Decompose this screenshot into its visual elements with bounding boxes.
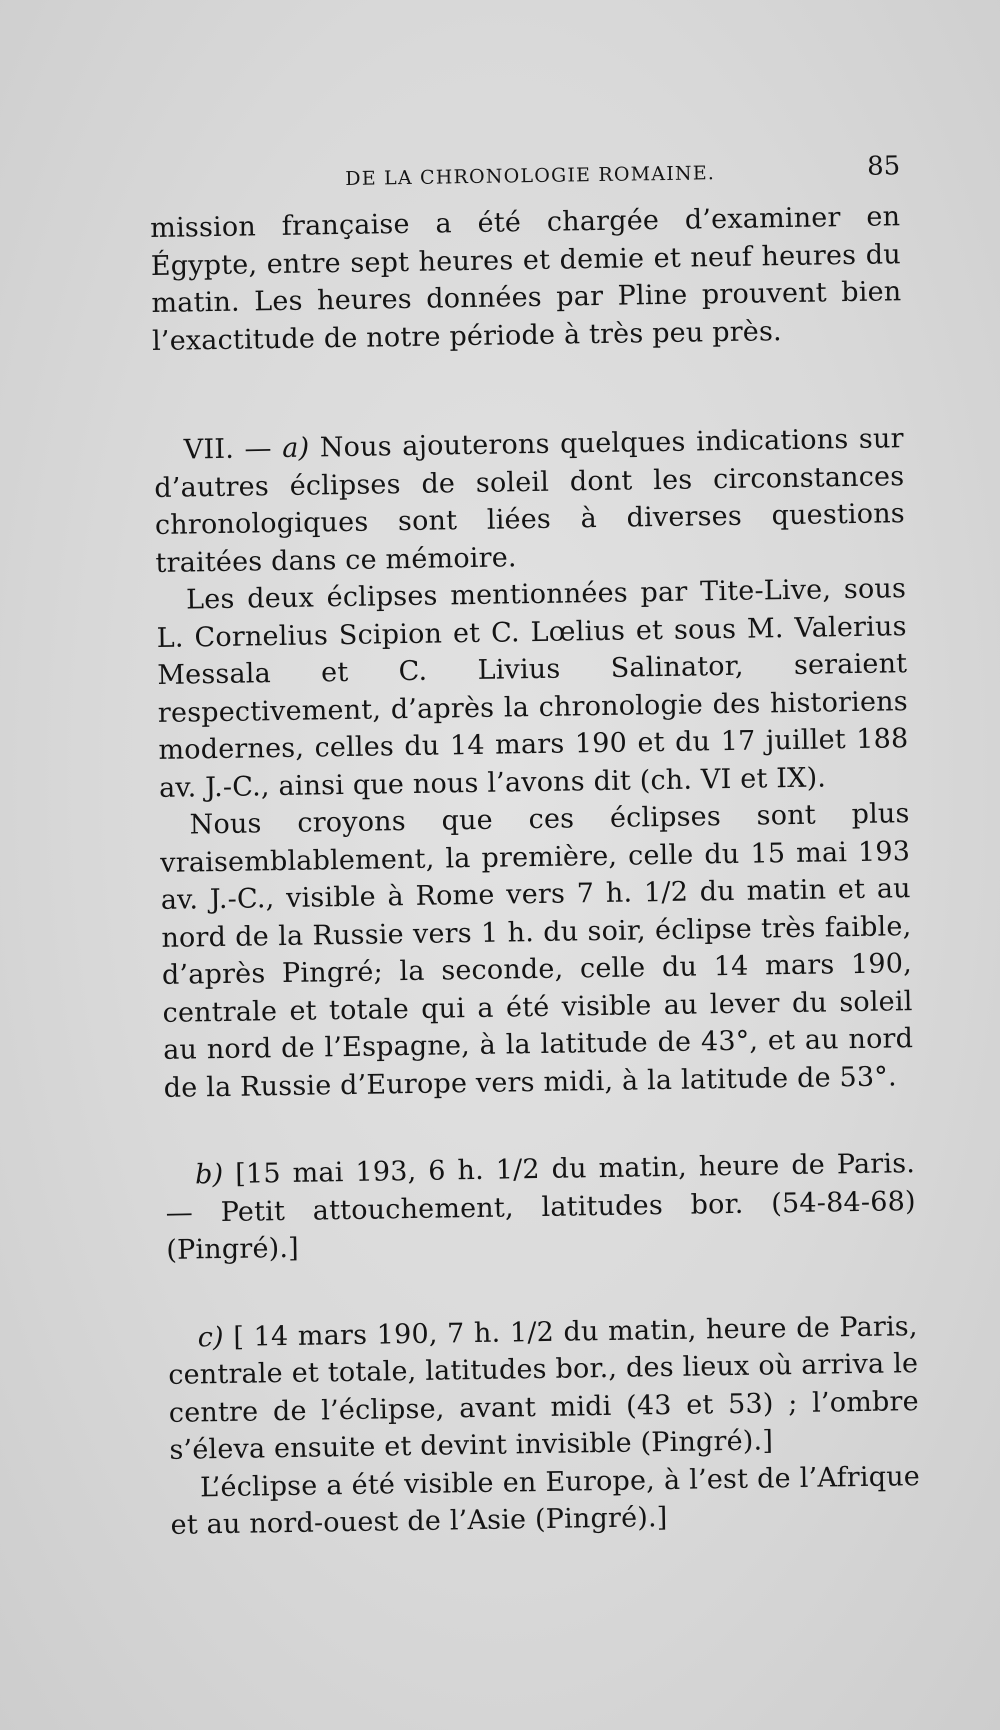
page-body: [150, 198, 921, 1544]
item-marker-b: b): [194, 1158, 224, 1191]
item-b-text: [15 mai 193, 6 h. 1/2 du matin, heure de Paris. — Petit attouchement, latitudes bor. (54-84-68) (Pingré).]: [165, 1148, 916, 1266]
section-vii-text: Nous ajouterons quelques indications sur d’autres éclipses de soleil dont les circonstances chronologiques sont liées à diverses questions traitées dans ce mémoire.: [154, 423, 906, 579]
paragraph-item-b: [165, 1145, 917, 1269]
section-number: VII. —: [183, 433, 272, 466]
paragraph-section-vii: [153, 420, 905, 582]
paragraph-hypothesis: Nous croyons que ces éclipses sont plus vraisemblablement, la première, celle du 15 mai 193 av. J.-C., visible à Rome vers 7 h. 1/2 du matin et au nord de la Russie vers 1 h. du soir, éclipse très faible, d’après Pingré; la seconde, celle du 14 mars 190, centrale et totale qui a été visible au lever du soleil au nord de l’Espagne, à la latitude de 43°, et au nord de la Russie d’Europe vers midi, à la latitude de 53°.: [160, 798, 914, 1104]
page-number: 85: [866, 151, 901, 182]
paragraph-tite-live: Les deux éclipses mentionnées par Tite-Live, sous L. Cornelius Scipion et C. Lœlius et sous M. Valerius Messala et C. Livius Salinator, seraient respectivement, d’après la chronologie des historiens modernes, celles du 14 mars 190 et du 17 juillet 188 av. J.-C., ainsi que nous l’avons dit (ch. VI et IX).: [156, 573, 909, 804]
paragraph-item-c: [167, 1308, 919, 1470]
paragraph-continuation: mission française a été chargée d’examiner en Égypte, entre sept heures et demie et neuf heures du matin. Les heures données par Pline prouvent bien l’exactitude de notre période à très peu près.: [150, 201, 902, 357]
section-gap: [152, 348, 903, 432]
page-header: [345, 149, 901, 198]
item-marker-a: a): [282, 432, 310, 464]
running-title: DE LA CHRONOLOGIE ROMAINE.: [345, 162, 716, 190]
item-c-text: [ 14 mars 190, 7 h. 1/2 du matin, heure de Paris, centrale et totale, latitudes bor., des lieux où arriva le centre de l’éclipse, avant midi (43 et 53) ; l’ombre s’éleva ensuite et devint invisible (Pingré).]: [168, 1310, 920, 1466]
paragraph-visibility: L’éclipse a été visible en Europe, à l’est de l’Afrique et au nord-ouest de l’Asie (Pingré).]: [170, 1460, 921, 1541]
item-marker-c: c): [197, 1321, 225, 1353]
